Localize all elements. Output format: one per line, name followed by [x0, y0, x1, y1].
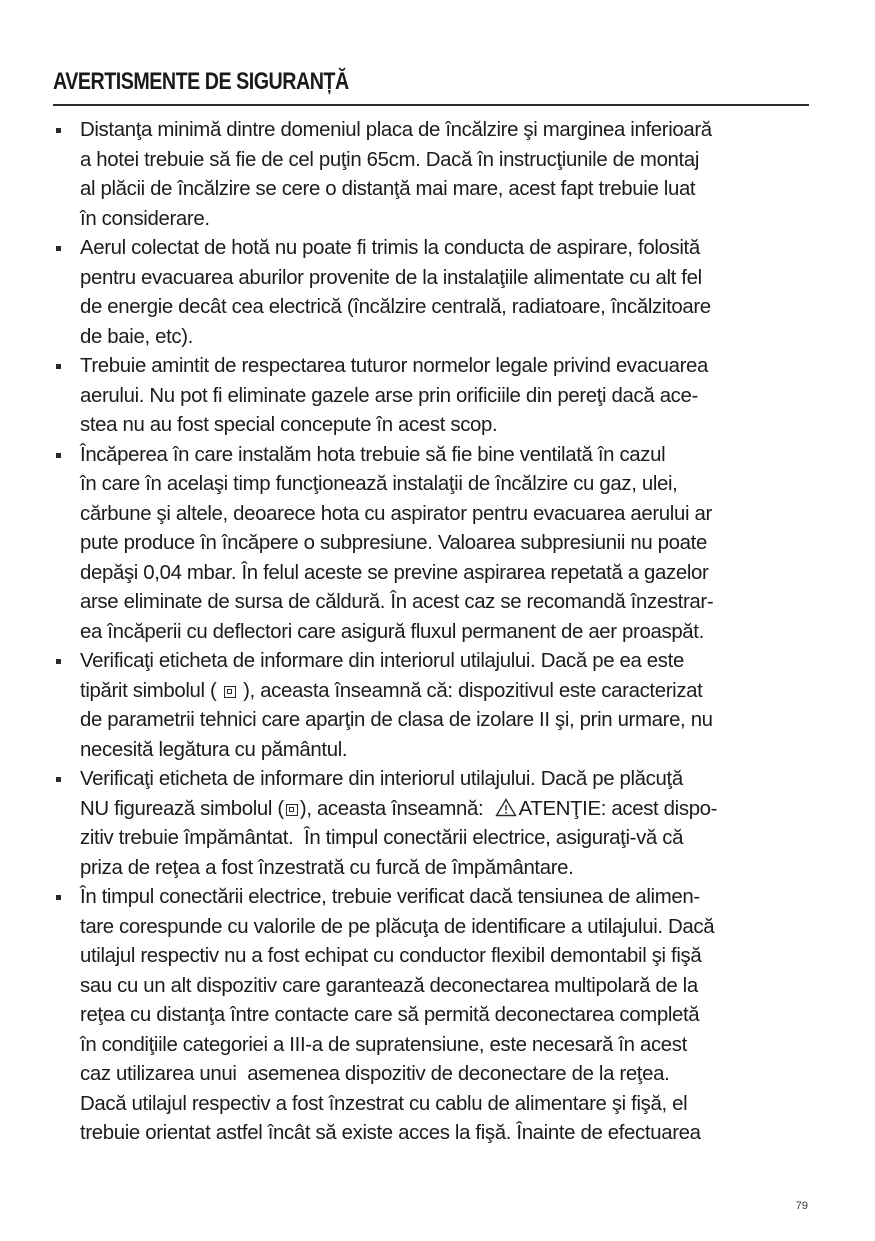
text-line: tipărit simbolul ( ), aceasta înseamnă că: dispozitivul este caracterizat: [80, 679, 703, 702]
text-line: tare corespunde cu valorile de pe plăcuţa de identificare a utilajului. Dacă: [80, 915, 715, 938]
list-item-text: [80, 647, 813, 765]
text-line: priza de reţea a fost înzestrată cu furcă de împământare.: [80, 856, 574, 879]
text-line: sau cu un alt dispozitiv care garantează deconectarea multipolară de la: [80, 974, 698, 997]
text-line: al plăcii de încălzire se cere o distanţă mai mare, acest fapt trebuie luat: [80, 178, 696, 200]
text-line: zitiv trebuie împământat. În timpul conectării electrice, asiguraţi-vă că: [80, 827, 684, 849]
list-item-text: [80, 765, 813, 883]
text-line: Aerul colectat de hotă nu poate fi trimis la conducta de aspirare, folosită: [80, 237, 700, 259]
text-line: a hotei trebuie să fie de cel puţin 65cm. Dacă în instrucţiunile de montaj: [80, 148, 700, 171]
text-line: aerului. Nu pot fi eliminate gazele arse prin orificiile din pereţi dacă ace-: [80, 384, 698, 407]
text-line: reţea cu distanţa între contacte care să permită deconectarea completă: [80, 1004, 700, 1026]
text-line: utilajul respectiv nu a fost echipat cu conductor flexibil demontabil şi fişă: [80, 945, 702, 967]
page-number: 79: [795, 1200, 808, 1212]
text-line: în considerare.: [80, 207, 210, 230]
text-line: trebuie orientat astfel încât să existe acces la fişă. Înainte de efectuarea: [80, 1122, 701, 1144]
text-line: cărbune şi altele, deoarece hota cu aspirator pentru evacuarea aerului ar: [80, 502, 712, 525]
list-item: [53, 765, 813, 883]
list-item-text: [80, 352, 813, 441]
square-bullet-icon: [56, 453, 61, 458]
text-line: Verificaţi eticheta de informare din interiorul utilajului. Dacă pe plăcuţă: [80, 768, 683, 790]
text-line: Dacă utilajul respectiv a fost înzestrat cu cablu de alimentare şi fişă, el: [80, 1092, 688, 1115]
title-divider: [53, 104, 809, 106]
list-item: [53, 352, 813, 441]
safety-warnings-list: [53, 116, 813, 1149]
text-line: în care în acelaşi timp funcţionează instalaţii de încălzire cu gaz, ulei,: [80, 473, 678, 495]
list-item: [53, 116, 813, 234]
text-line: Verificaţi eticheta de informare din interiorul utilajului. Dacă pe ea este: [80, 650, 684, 672]
list-item-text: [80, 883, 813, 1149]
list-item: [53, 234, 813, 352]
warning-triangle-icon: [495, 798, 517, 817]
page-title: AVERTISMENTE DE SIGURANȚĂ: [53, 68, 349, 95]
list-item: [53, 883, 813, 1149]
text-line: Distanţa minimă dintre domeniul placa de încălzire şi marginea inferioară: [80, 119, 712, 141]
text-line: pentru evacuarea aburilor provenite de la instalaţiile alimentate cu alt fel: [80, 266, 702, 289]
double-insulation-square-icon: [286, 804, 298, 816]
text-line: de parametrii tehnici care aparţin de clasa de izolare II şi, prin urmare, nu: [80, 709, 713, 731]
text-line: stea nu au fost special concepute în acest scop.: [80, 414, 498, 436]
square-bullet-icon: [56, 895, 61, 900]
list-item-text: [80, 234, 813, 352]
square-bullet-icon: [56, 364, 61, 369]
text-line: În timpul conectării electrice, trebuie verificat dacă tensiunea de alimen-: [80, 886, 700, 908]
text-line: depăşi 0,04 mbar. În felul aceste se previne aspirarea repetată a gazelor: [80, 561, 709, 584]
text-line: în condiţiile categoriei a III-a de supratensiune, este necesară în acest: [80, 1033, 687, 1056]
text-line: de energie decât cea electrică (încălzire centrală, radiatoare, încălzitoare: [80, 296, 711, 318]
text-line: caz utilizarea unui asemenea dispozitiv de deconectare de la reţea.: [80, 1063, 670, 1085]
list-item-text: [80, 116, 813, 234]
list-item: [53, 647, 813, 765]
text-line: necesită legătura cu pământul.: [80, 738, 348, 761]
text-line: NU figurează simbolul ( ), aceasta înseamnă: ATENŢIE: acest dispo-: [80, 797, 718, 820]
square-bullet-icon: [56, 246, 61, 251]
text-line: arse eliminate de sursa de căldură. În acest caz se recomandă înzestrar-: [80, 591, 714, 613]
double-insulation-square-icon: [224, 686, 236, 698]
square-bullet-icon: [56, 777, 61, 782]
text-line: Trebuie amintit de respectarea tuturor normelor legale privind evacuarea: [80, 355, 709, 377]
list-item-text: [80, 441, 813, 648]
square-bullet-icon: [56, 659, 61, 664]
list-item: [53, 441, 813, 648]
square-bullet-icon: [56, 128, 61, 133]
text-line: Încăperea în care instalăm hota trebuie să fie bine ventilată în cazul: [80, 443, 666, 466]
text-line: de baie, etc).: [80, 325, 193, 348]
text-line: pute produce în încăpere o subpresiune. Valoarea subpresiunii nu poate: [80, 532, 707, 554]
text-line: ea încăperii cu deflectori care asigură fluxul permanent de aer proaspăt.: [80, 620, 704, 643]
